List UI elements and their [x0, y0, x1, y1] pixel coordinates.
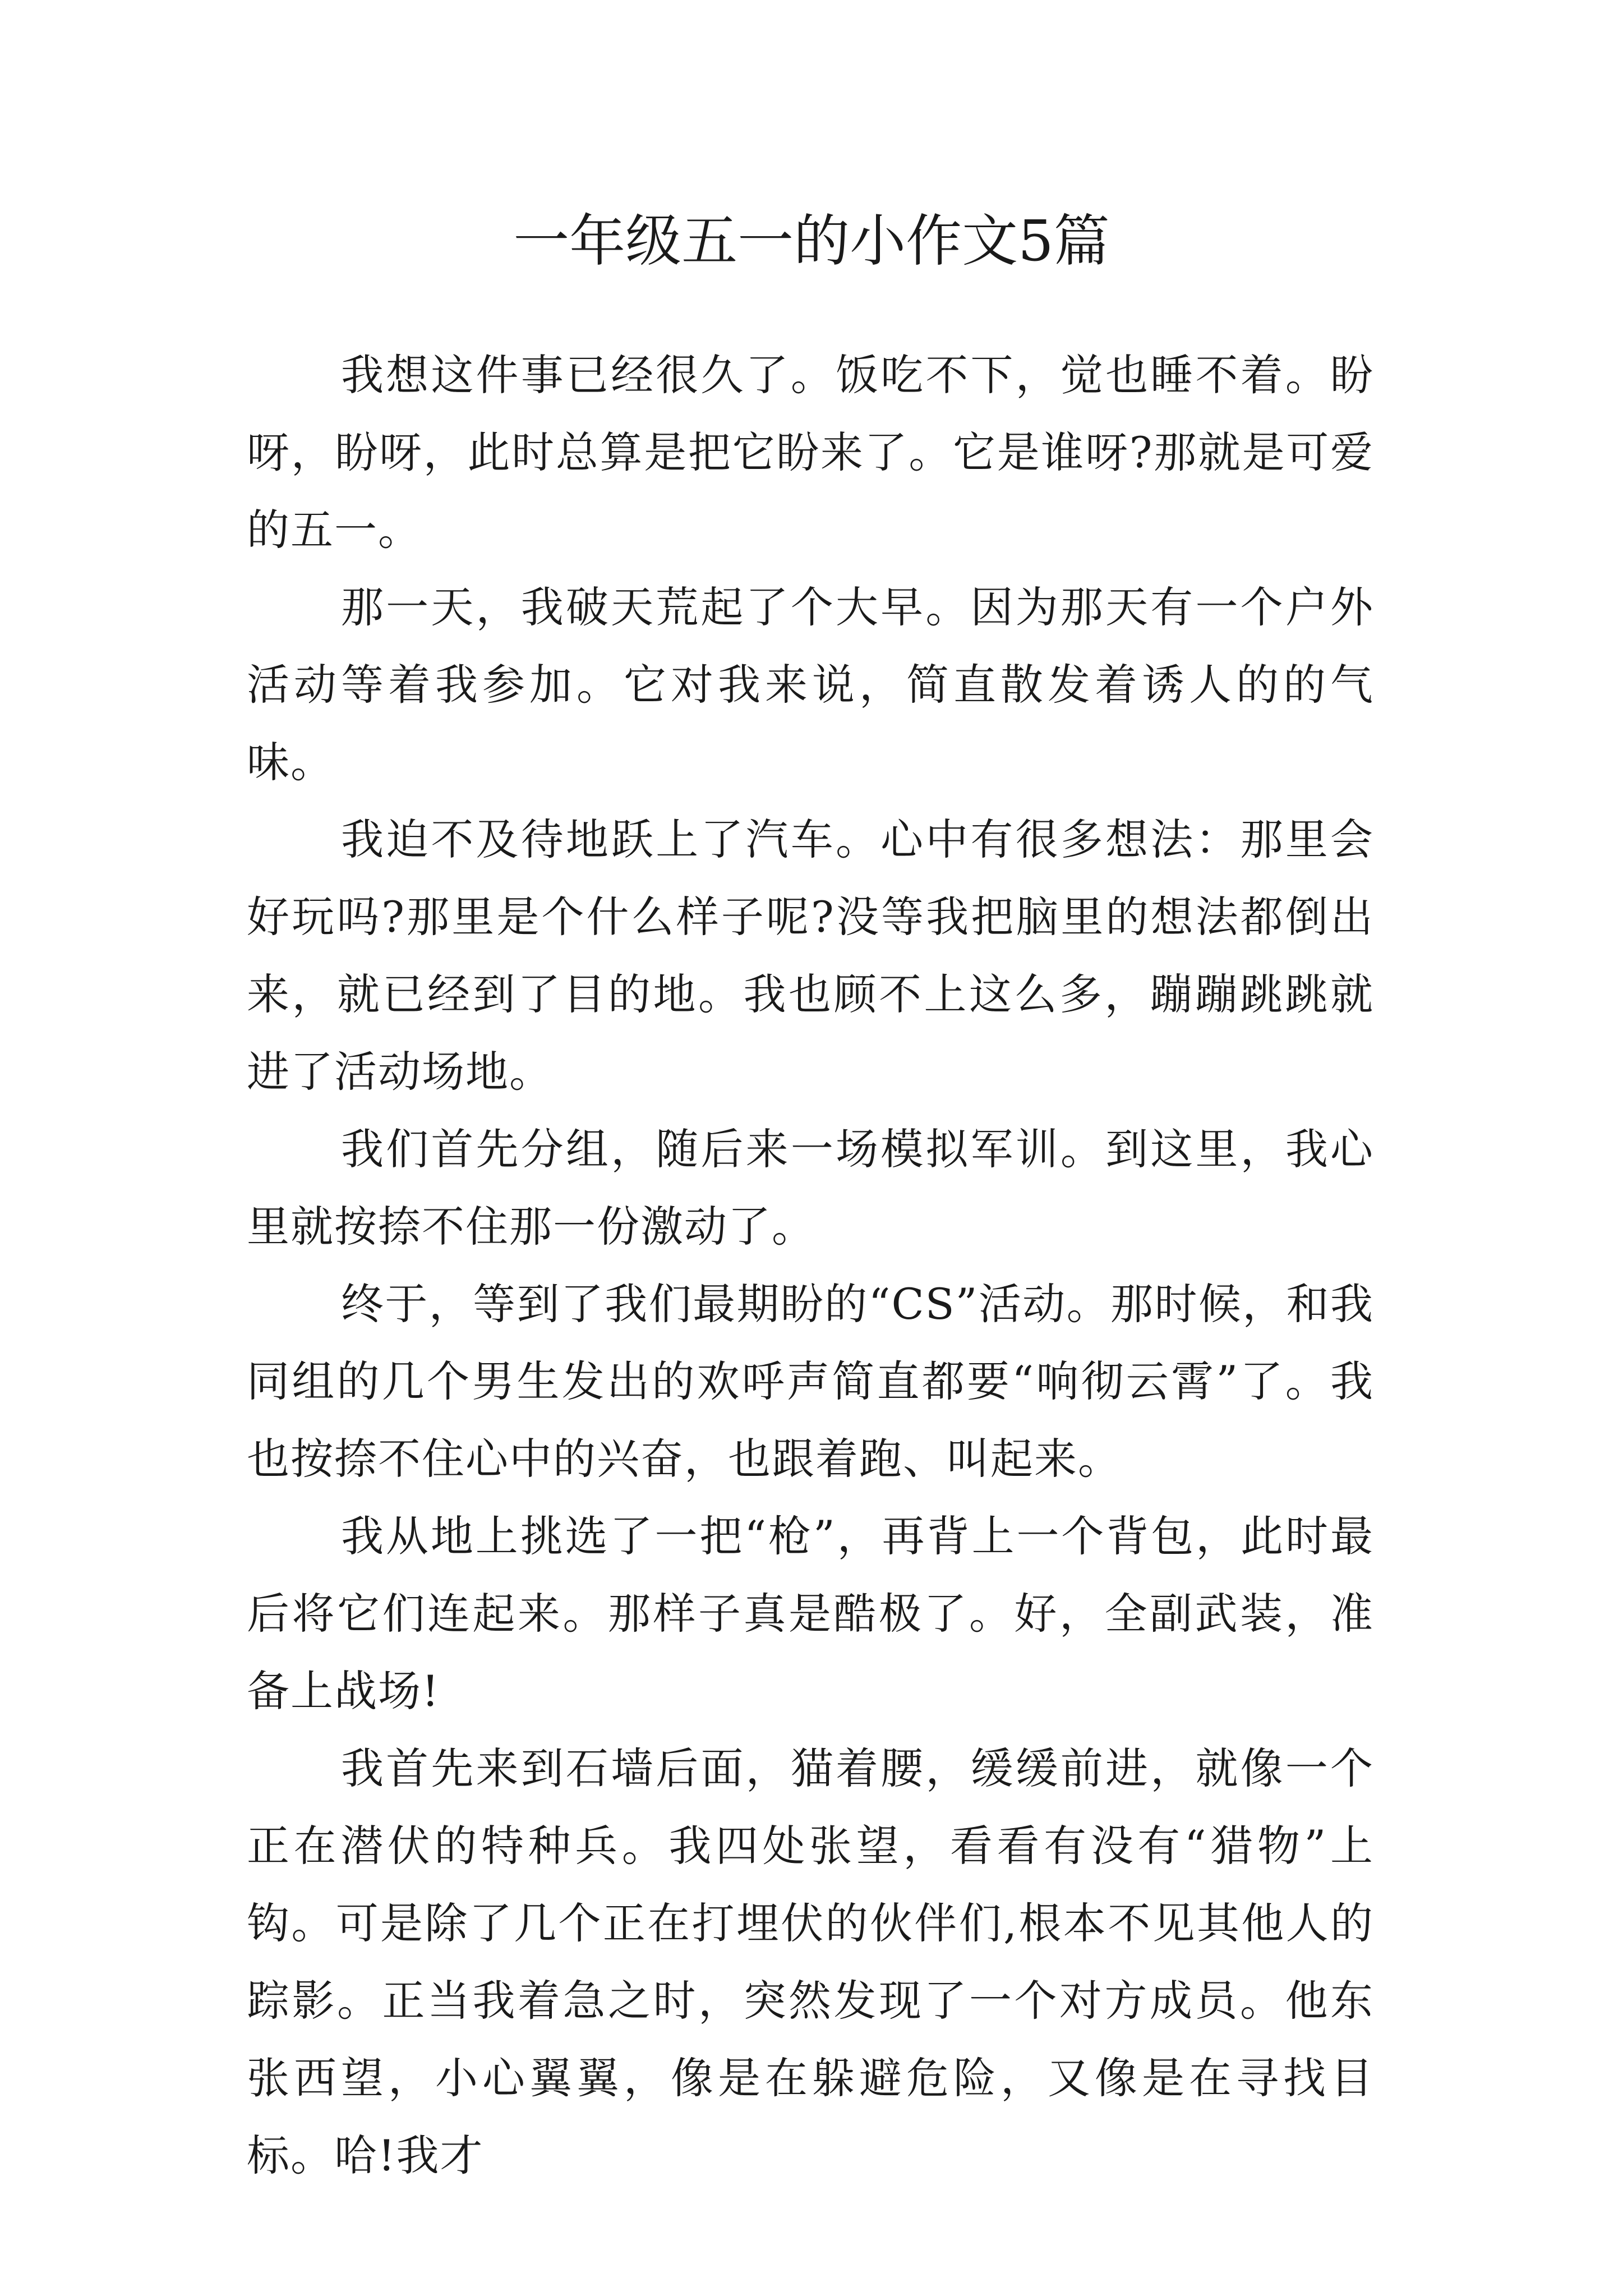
paragraph: 我想这件事已经很久了。饭吃不下，觉也睡不着。盼呀，盼呀，此时总算是把它盼来了。它是谁呀?那就是可爱的五一。	[247, 350, 1374, 555]
paragraph: 我们首先分组，随后来一场模拟军训。到这里，我心里就按捺不住那一份激动了。	[247, 1124, 1374, 1251]
paragraph: 我从地上挑选了一把“枪”，再背上一个背包，此时最后将它们连起来。那样子真是酷极了。好，全副武装，准备上战场!	[247, 1511, 1374, 1716]
document-title: 一年级五一的小作文5篇	[513, 208, 1110, 274]
paragraph: 那一天，我破天荒起了个大早。因为那天有一个户外活动等着我参加。它对我来说，简直散发着诱人的的气味。	[247, 582, 1374, 787]
paragraph: 终于，等到了我们最期盼的“CS”活动。那时候，和我同组的几个男生发出的欢呼声简直都要“响彻云霄”了。我也按捺不住心中的兴奋，也跟着跑、叫起来。	[247, 1279, 1374, 1484]
document-body	[247, 337, 1374, 2194]
paragraph: 我首先来到石墙后面，猫着腰，缓缓前进，就像一个正在潜伏的特种兵。我四处张望，看看有没有“猎物”上钩。可是除了几个正在打埋伏的伙伴们,根本不见其他人的踪影。正当我着急之时，突然发现了一个对方成员。他东张西望，小心翼翼，像是在躲避危险，又像是在寻找目标。哈!我才	[247, 1743, 1374, 2180]
paragraph: 我迫不及待地跃上了汽车。心中有很多想法：那里会好玩吗?那里是个什么样子呢?没等我把脑里的想法都倒出来，就已经到了目的地。我也顾不上这么多，蹦蹦跳跳就进了活动场地。	[247, 815, 1374, 1097]
